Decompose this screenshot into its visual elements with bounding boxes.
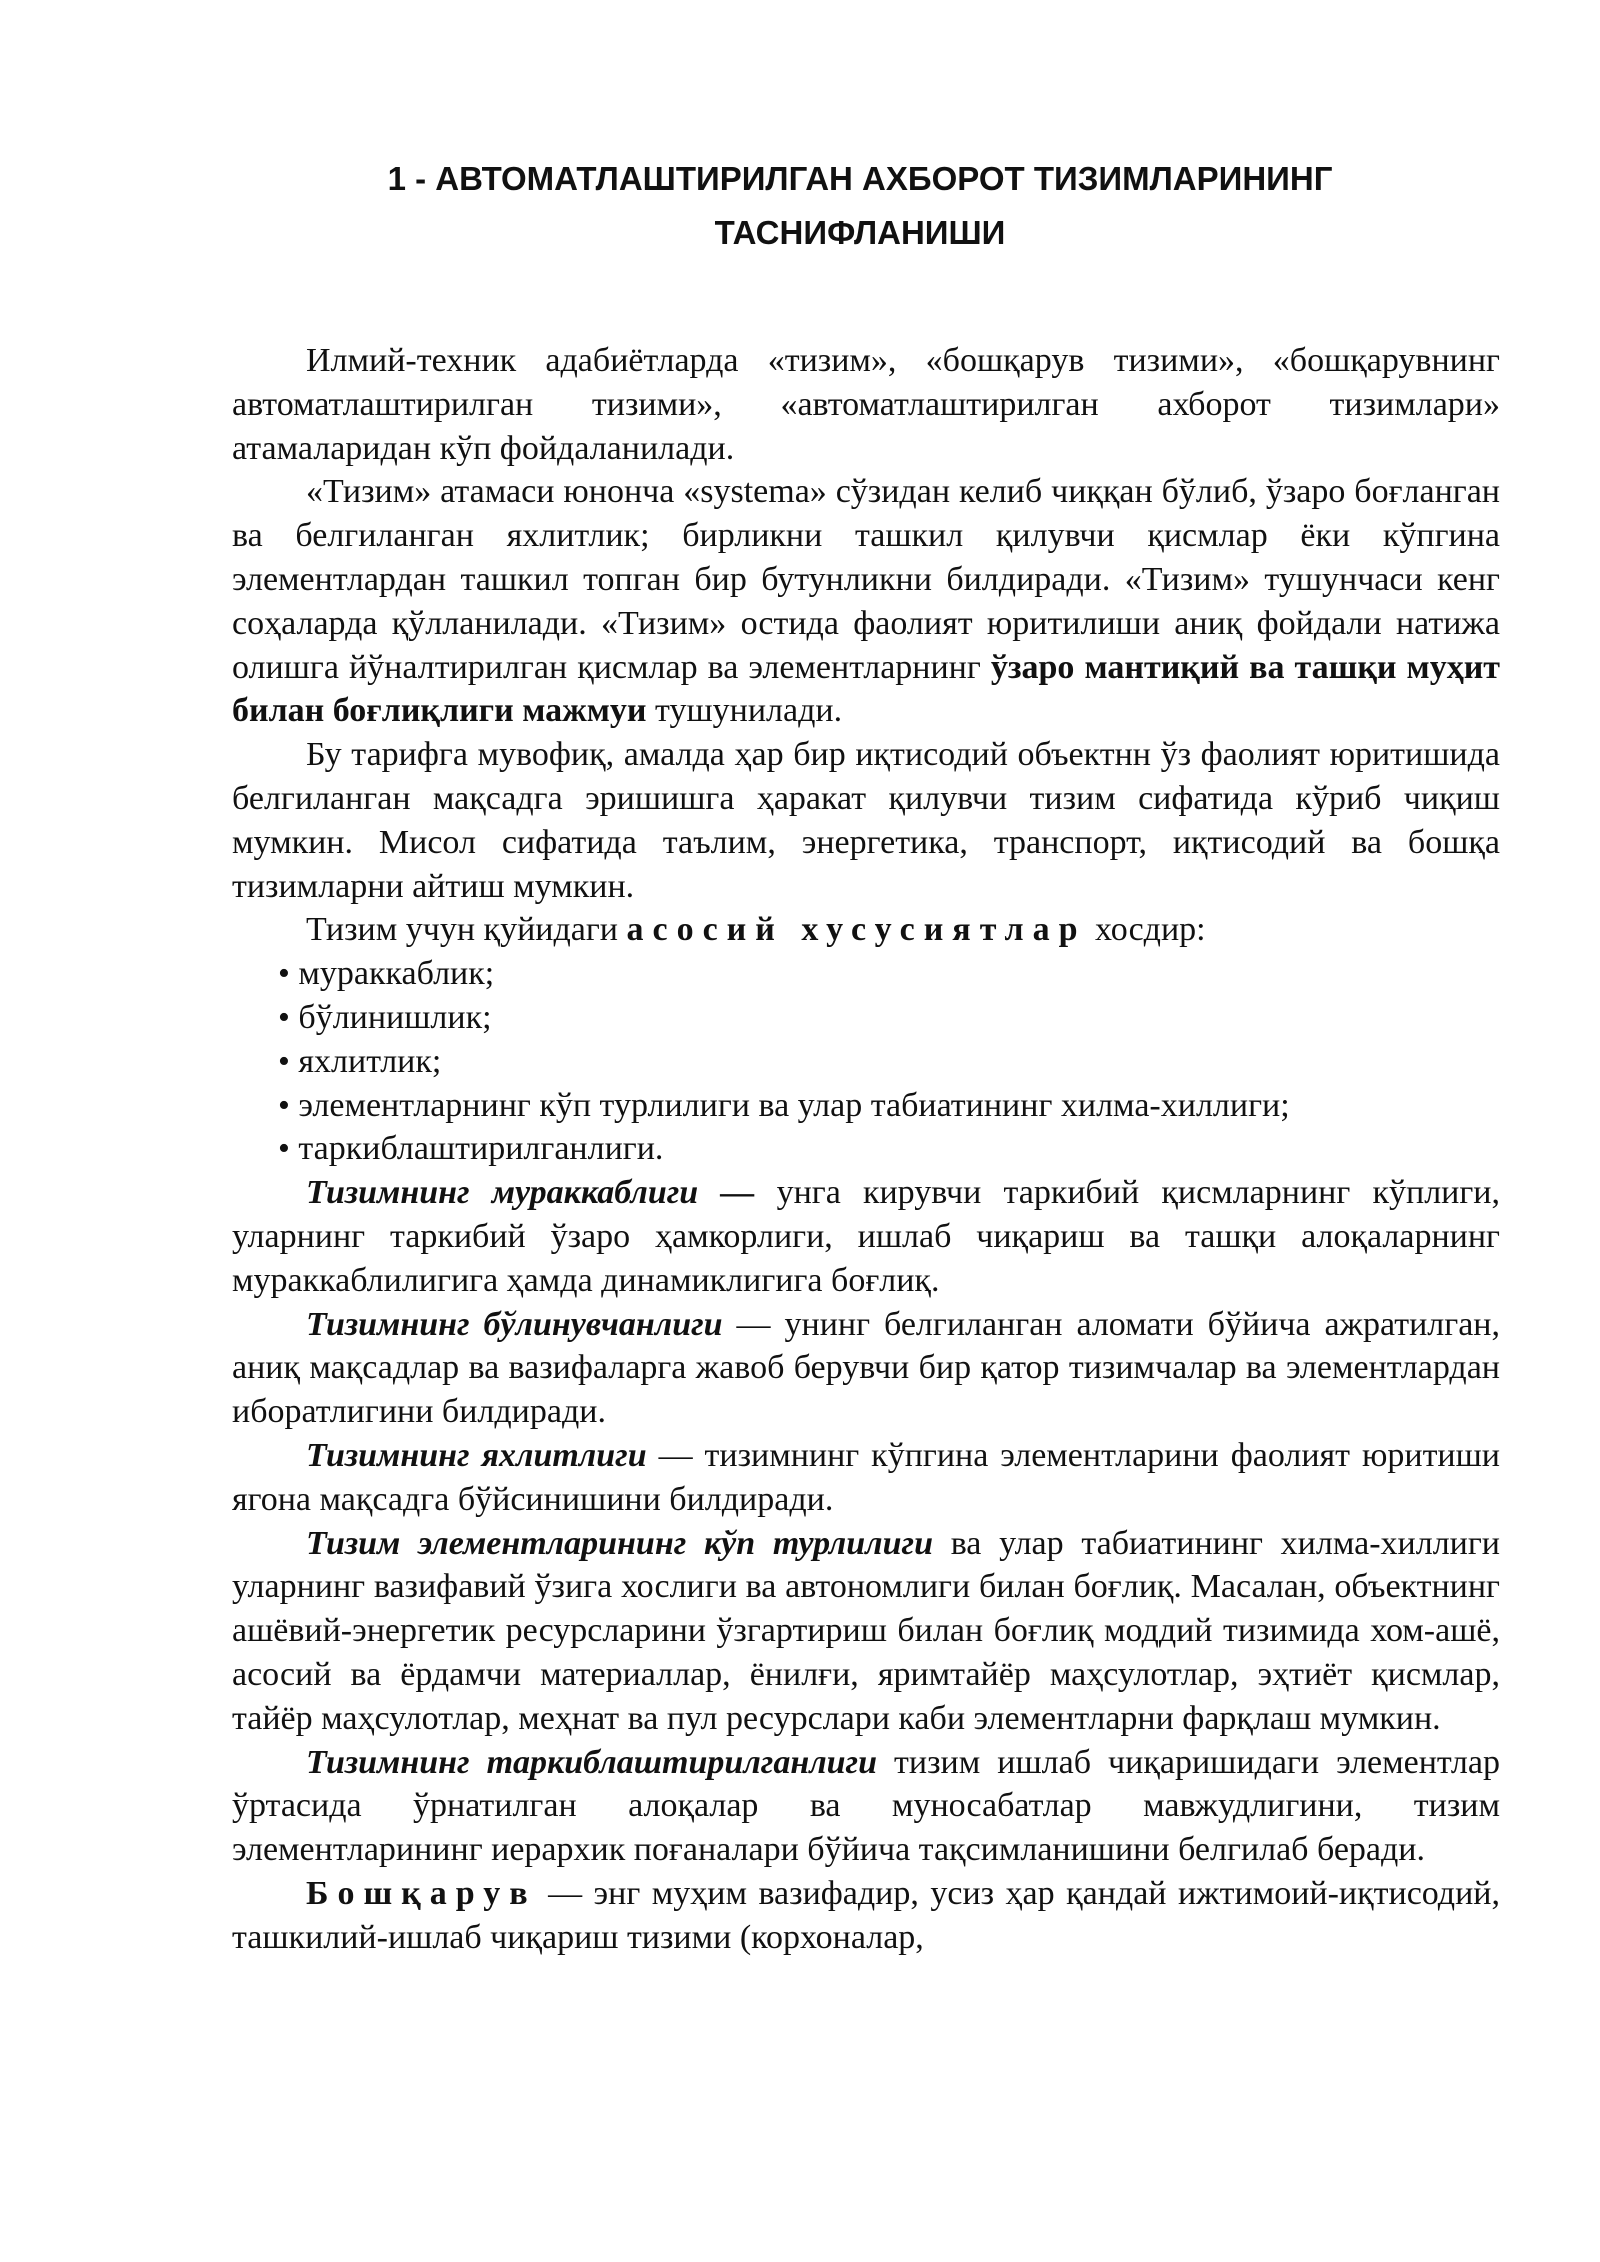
paragraph-integrity xyxy=(232,1434,1500,1522)
paragraph-2-text: «Тизим» атамаси юнонча «systema» сўзидан келиб чиққан бўлиб, ўзаро боғланган ва белгиланган яхлитлик; бирликни ташкил қилувчи қисмлар ёки кўпгина элементлардан ташкил топган бир бутунликни билдиради. «Тизим» тушунчаси кенг соҳаларда қўлланилади. «Тизим» остида фаолият юритилиши аниқ фойдали натижа олишга йўналтирилган қисмлар ва элементларнинг xyxy=(232,473,1500,686)
title-line-2: ТАСНИФЛАНИШИ xyxy=(714,214,1006,251)
paragraph-structure xyxy=(232,1741,1500,1872)
paragraph-integrity-text: — тизимнинг кўпгина элементларини фаолият юритиши ягона мақсадга бўйсинишини билдиради. xyxy=(232,1436,1500,1518)
paragraph-1: Илмий-техник адабиётларда «тизим», «бошқарув тизими», «бошқарувнинг автоматлаштирилган тизими», «автоматлаштирилган ахборот тизимлари» атамаларидан кўп фойдаланилади. xyxy=(232,342,1500,467)
paragraph-2 xyxy=(232,470,1500,733)
bullet-item: • яхлитлик; xyxy=(278,1042,442,1080)
paragraph-diversity-text: ва улар табиатининг хилма-хиллиги уларнинг вазифавий ўзига хослиги ва автономлиги билан боғлиқ. Масалан, объектнинг ашёвий-энергетик ресурсларини ўзгартириш билан боғлиқ моддий тизимида хом-ашё, асосий ва ёрдамчи материаллар, ёнилғи, яримтайёр маҳсулотлар, эҳтиёт қисмлар, тайёр маҳсулотлар, меҳнат ва пул ресурслари каби элементларни фарқлаш мумкин. xyxy=(232,1524,1500,1737)
paragraph-complexity-text: унга кирувчи таркибий қисмларнинг кўплиги, уларнинг таркибий ўзаро ҳамкорлиги, ишлаб чиқариш ва ташқи алоқаларнинг мураккаблилигига ҳамда динамиклигига боғлиқ. xyxy=(232,1174,1500,1299)
paragraph-management-text: — энг муҳим вазифадир, усиз ҳар қандай ижтимоий-иқтисодий, ташкилий-ишлаб чиқариш тизими (корхоналар, xyxy=(232,1874,1500,1956)
bullet-item: • элементларнинг кўп турлилиги ва улар табиатининг хилма-хиллиги; xyxy=(278,1086,1290,1124)
term-structure: Тизимнинг таркиблаштирилганлиги xyxy=(306,1743,878,1781)
bullet-item: • мураккаблик; xyxy=(278,955,495,993)
paragraph-2-end: тушунилади. xyxy=(646,692,843,730)
paragraph-structure-text: тизим ишлаб чиқаришидаги элементлар ўртасида ўрнатилган алоқалар ва муносабатлар мавжудлигини, тизим элементларининг иерархик поғаналари бўйича тақсимланишини белгилаб беради. xyxy=(232,1743,1500,1869)
title-line-1: 1 - АВТОМАТЛАШТИРИЛГАН АХБОРОТ ТИЗИМЛАРИНИНГ xyxy=(387,160,1333,197)
paragraph-4-spaced: асосий хусусиятлар xyxy=(626,911,1087,949)
paragraph-2-bold: ўзаро мантиқий ва ташқи муҳит билан боғлиқлиги мажмуи xyxy=(232,648,1500,730)
paragraph-complexity xyxy=(232,1171,1500,1302)
term-diversity: Тизим элементларининг кўп турлилиги xyxy=(306,1524,933,1562)
page-title xyxy=(280,152,1440,260)
paragraph-management xyxy=(232,1872,1500,1960)
body-text xyxy=(232,339,1500,1959)
term-complexity: Тизимнинг мураккаблиги — xyxy=(306,1174,755,1212)
paragraph-diversity xyxy=(232,1522,1500,1741)
paragraph-4 xyxy=(232,908,1500,952)
term-integrity: Тизимнинг яхлитлиги xyxy=(306,1436,647,1474)
term-divisibility: Тизимнинг бўлинувчанлиги xyxy=(306,1305,723,1343)
paragraph-4-start: Тизим учун қуйидаги xyxy=(306,911,627,949)
paragraph-3: Бу тарифга мувофиқ, амалда ҳар бир иқтисодий объектнн ўз фаолият юритишида белгиланган мақсадга эришишга ҳаракат қилувчи тизим сифатида кўриб чиқиш мумкин. Мисол сифатида таълим, энергетика, транспорт, иқтисодий ва бошқа тизимларни айтиш мумкин. xyxy=(232,736,1500,905)
paragraph-divisibility xyxy=(232,1303,1500,1434)
bullet-item: • таркиблаштирилганлиги. xyxy=(278,1130,664,1168)
bullet-item: • бўлинишлик; xyxy=(278,998,492,1036)
term-management: Бошқарув xyxy=(306,1874,537,1912)
paragraph-4-end: хосдир: xyxy=(1086,911,1206,949)
paragraph-divisibility-text: — унинг белгиланган аломати бўйича ажратилган, аниқ мақсадлар ва вазифаларга жавоб берувчи бир қатор тизимчалар ва элементлардан иборатлигини билдиради. xyxy=(232,1305,1501,1431)
